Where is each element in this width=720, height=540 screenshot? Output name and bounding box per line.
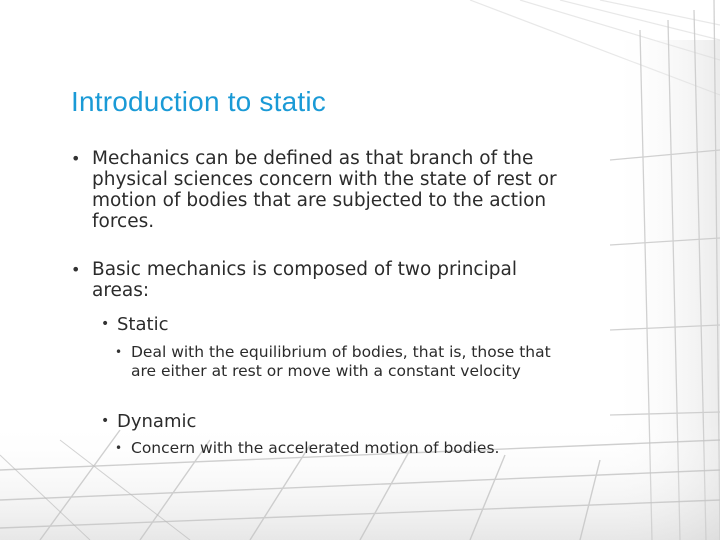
sub-bullet-text: Static (117, 314, 169, 335)
bullet-basic-mechanics (71, 259, 571, 301)
bullet-mechanics-definition (71, 148, 571, 232)
detail-text: Deal with the equilibrium of bodies, that is, those that are either at rest or move with a constant velocity (131, 343, 551, 380)
bullet-dot-icon: • (101, 316, 110, 332)
bullet-dot-icon: • (115, 441, 123, 455)
bullet-dot-icon: • (101, 413, 110, 429)
bullet-text: Mechanics can be defined as that branch of the physical sciences concern with the state of rest or motion of bodies that are subjected to the action forces. (92, 148, 557, 232)
bullet-text: Basic mechanics is composed of two principal areas: (92, 259, 517, 301)
sub-bullet-text: Dynamic (117, 411, 197, 432)
detail-static (115, 343, 555, 381)
bullet-dot-icon: • (71, 149, 81, 168)
sub-bullet-dynamic (101, 411, 561, 432)
sub-bullet-static (101, 314, 561, 335)
bullet-dot-icon: • (115, 345, 123, 359)
slide-title: Introduction to static (71, 86, 326, 117)
bullet-dot-icon: • (71, 260, 81, 279)
detail-text: Concern with the accelerated motion of bodies. (131, 439, 500, 457)
detail-dynamic (115, 439, 555, 458)
